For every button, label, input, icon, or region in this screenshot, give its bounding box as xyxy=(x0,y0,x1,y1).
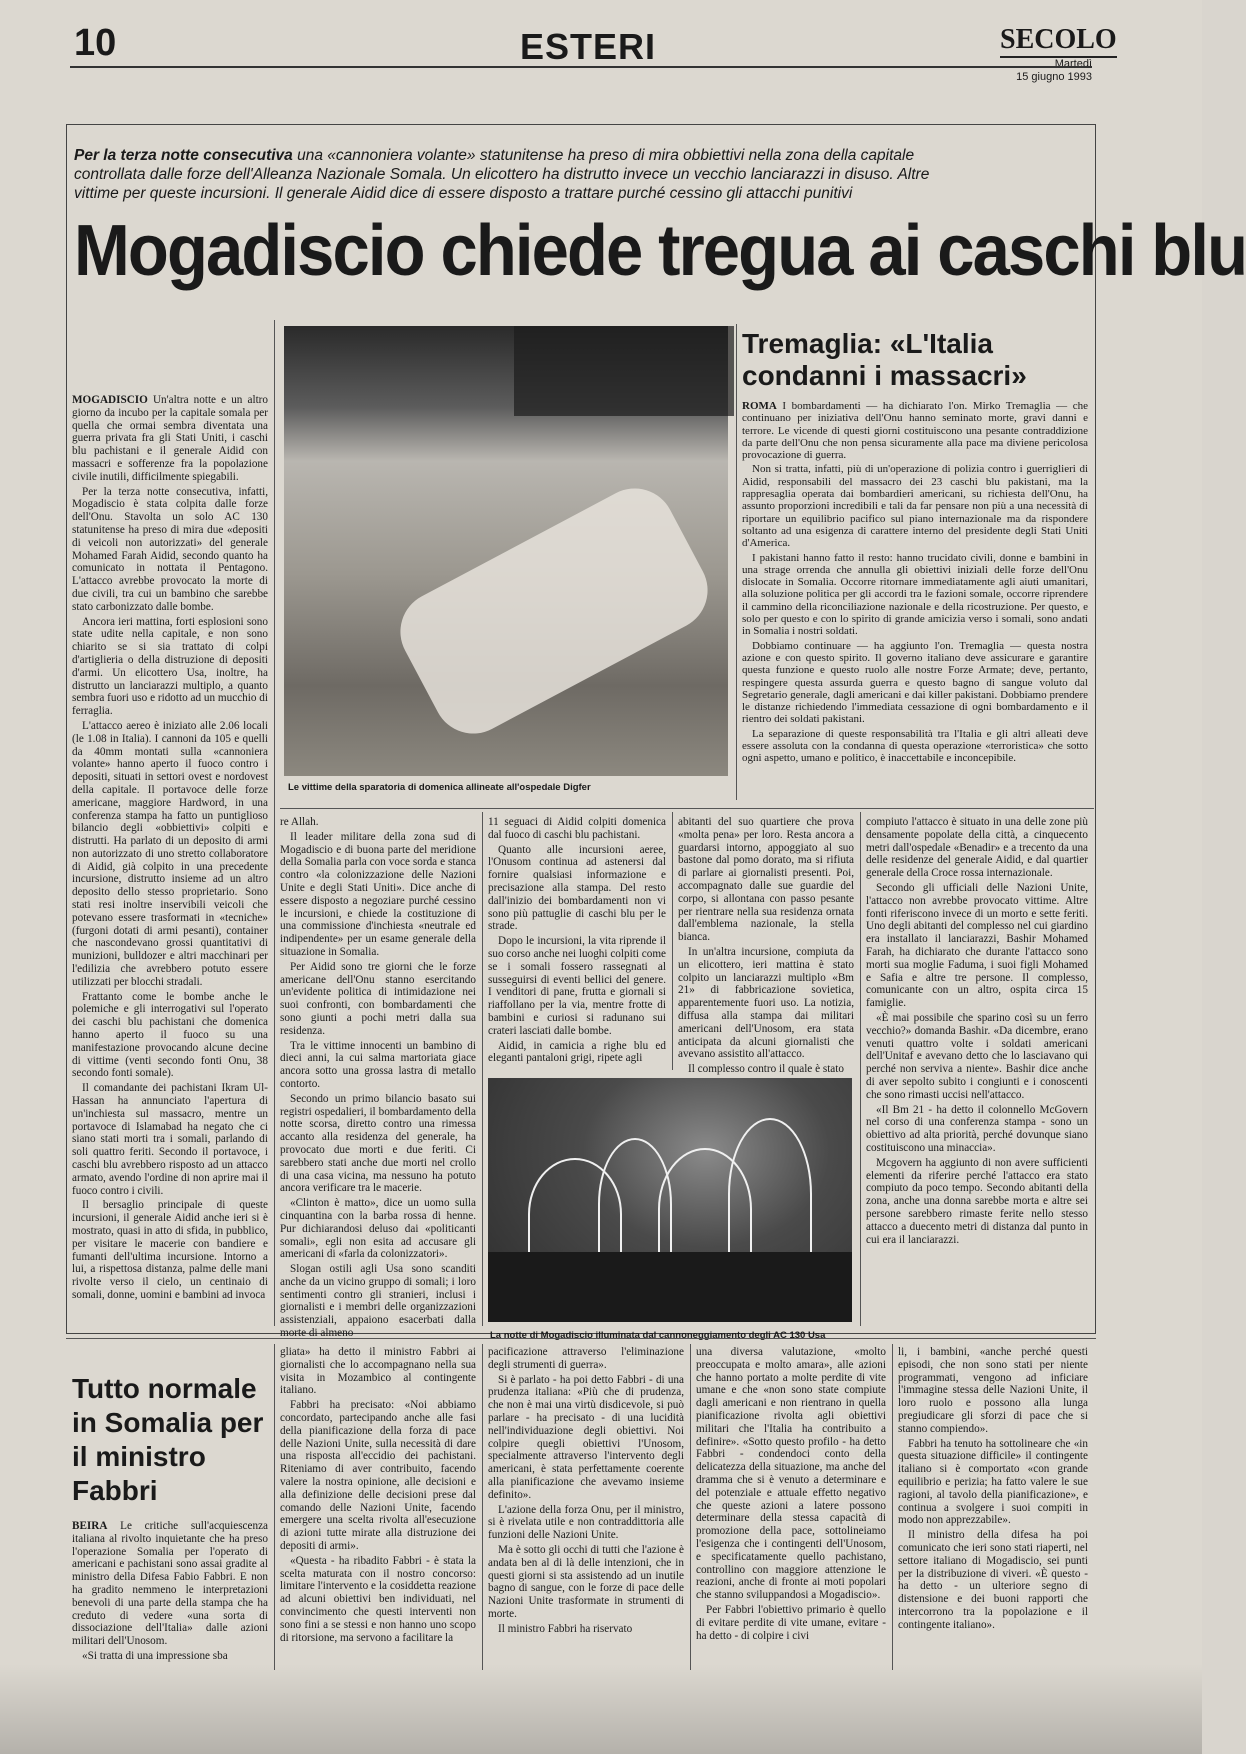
paragraph: Il comandante dei pachistani Ikram Ul-Hassan ha annunciato l'apertura di un'inchiesta sul massacro, mentre un portavoce di Islamabad ha negato che ci siano stati morti tra i somali, parlando di soli quattro feriti. Secondo il portavoce, i caschi blu avrebbero risposto ad un attacco armato, avendo l'ordine di non aprire mai il fuoco contro i civili. xyxy=(72,1082,268,1197)
bottom-dateline: BEIRA xyxy=(72,1520,108,1532)
paragraph-text: I bombardamenti — ha dichiarato l'on. Mirko Tremaglia — che continuano per iniziativa dell'Onu hanno seminato morte, gravi danni e terrore. Le vicende di questi giorni costituiscono una pesante contraddizione da parte dell'Onu che non pensa sicuramente alla pace ma diviene pericolosa provocazione di guerra. xyxy=(742,400,1088,462)
paragraph: Il bersaglio principale di queste incursioni, il generale Aidid anche ieri si è mostrato, quasi in atto di sfida, in pubblico, per visitare le macerie con bandiere e fumanti dell'ultima incursione. Intorno a lui, a rispettosa distanza, palme delle mani rivolte verso il cielo, un centinaio di somali, donne, uomini e bambini ad invoca xyxy=(72,1199,268,1301)
paragraph: Non si tratta, infatti, più di un'operazione di polizia contro i guerriglieri di Aidid, responsabili del massacro dei 23 caschi blu pakistani, ma la rappresaglia operata dai bombardieri americani, su richiesta dell'Onu, ha assunto proporzioni incredibili e tali da far pensare non più a una necessità di riportare un equilibrio pacifico sul piano internazionale ma da rispondere soltanto ad una esigenza di carattere interno del presidente degli Stati Uniti d'America. xyxy=(742,463,1088,550)
column-rule xyxy=(892,1344,893,1670)
paragraph: Ma è sotto gli occhi di tutti che l'azione è andata ben al di là delle intenzioni, che in questi giorni si sta assistendo ad un inutile bagno di sangue, con le forze di pace delle Nazioni Unite trasformate in strumenti di morte. xyxy=(488,1543,684,1620)
bottom-column-2 xyxy=(280,1346,476,1670)
paragraph: Frattanto come le bombe anche le polemiche e gli interrogativi sul l'operato dei caschi blu pachistani che domenica hanno aperto il fuoco su una manifestazione provocando alcune decine di vittime (venti secondo fonti Onu, 38 secondo fonti somale). xyxy=(72,990,268,1080)
paragraph: compiuto l'attacco è situato in una delle zone più densamente popolate della città, a cinquecento metri dall'ospedale «Benadir» e a trecento da una delle residenze del generale Aidid, e dal quartier generale della Croce rossa internazionale. xyxy=(866,816,1088,880)
paragraph: pacificazione attraverso l'eliminazione degli strumenti di guerra». xyxy=(488,1346,684,1371)
paragraph: L'azione della forza Onu, per il ministro, si è rivelata utile e non contraddittoria alle funzioni delle Nazioni Unite. xyxy=(488,1503,684,1542)
section-title: ESTERI xyxy=(520,26,657,67)
paragraph: L'attacco aereo è iniziato alle 2.06 locali (le 1.08 in Italia). I cannoni da 105 e quelli da 40mm montati sulla «cannoniera volante» hanno aperto il fuoco contro i depositi, situati in settori ovest e nordovest della capitale. Il portavoce delle forze americane, maggiore Hardword, in una conferenza stampa ha fatto un puntiglioso bilancio degli «obbiettivi» colpiti e distrutti. Ha parlato di un deposito di armi non autorizzato di uno stretto collaboratore di Aidid, già colpito in una precedente incursione, distrutto insieme ad un altro deposito dello stesso proprietario. Sono stati resi inoltre inservibili veicoli che potevano essere trasformati in «tecniche» (furgoni dotati di armi pesanti), container che nascondevano grossi quantitativi di munizioni, bulldozer e altri macchinari per l'edilizia che avrebbero potuto essere utilizzati per blocchi stradali. xyxy=(72,719,268,988)
paragraph: «Clinton è matto», dice un uomo sulla cinquantina con la barba rossa di henne. Pur dichiarandosi deluso dai «politicanti somali», egli non esita ad accusare gli americani di «farla da colonizzatori». xyxy=(280,1197,476,1261)
bottom-article-rule xyxy=(66,1338,1096,1339)
bottom-headline: Tutto normale in Somalia per il ministro Fabbri xyxy=(72,1373,264,1506)
bottom-column-3 xyxy=(488,1346,684,1670)
paragraph: «Si tratta di una impressione sba xyxy=(82,1649,228,1662)
issue-date xyxy=(1016,58,1092,84)
column-rule xyxy=(482,812,483,1326)
paragraph xyxy=(72,1520,268,1648)
main-column-5 xyxy=(866,816,1088,1326)
paragraph xyxy=(72,394,268,484)
paragraph: gliata» ha detto il ministro Fabbri ai giornalisti che lo accompagnano nella sua visita in Mozambico al contingente italiano. xyxy=(280,1346,476,1397)
column-rule xyxy=(274,320,275,1326)
sidebar-rule xyxy=(736,324,737,800)
paragraph: La separazione di queste responsabilità tra l'Italia e gli altri alleati deve essere assoluta con la condanna di questa operazione «terroristica» che sotto ogni aspetto, umano e politico, è inaccettabile e inconcepibile. xyxy=(742,727,1088,765)
paragraph: I pakistani hanno fatto il resto: hanno trucidato civili, donne e bambini in una strage orrenda che annulla gli obiettivi iniziali delle forze dell'Onu dislocate in Somalia. Occorre ritornare immediatamente agli aiuti umanitari, alla soluzione politica per gli accordi tra le fazioni somale, occorre riprendere il cammino della riconciliazione nazionale e della ricostruzione. Per questo, e solo per questo e con lo spirito di grande amicizia verso i somali, sono andati in Somalia i nostri soldati. xyxy=(742,551,1088,638)
main-column-3 xyxy=(488,816,666,1070)
photo2-caption: La notte di Mogadiscio illuminata dal cannoneggiamento degli AC 130 Usa xyxy=(490,1330,826,1341)
paragraph xyxy=(742,400,1088,461)
page-bottom-shadow xyxy=(0,1664,1202,1754)
header-rule xyxy=(70,66,1092,68)
paragraph: Il complesso contro il quale è stato xyxy=(688,1063,844,1076)
paragraph: Dobbiamo continuare — ha aggiunto l'on. Tremaglia — questa nostra azione e con questo spirito. Il governo italiano deve assicurare e garantire questa funzione e questo ruolo alle nostre Forze Armate; deve, pertanto, respingere questa assurda guerra e questo bagno di sangue voluto dal Segretario generale, dagli americani e dai killer pakistani. Dobbiamo prendere le distanze richiedendo l'immediata cessazione di ogni bombardamento e il rientro dei soldati pakistani. xyxy=(742,639,1088,726)
issue-date-value: 15 giugno 1993 xyxy=(1016,71,1092,83)
victims-photo xyxy=(284,326,728,776)
paragraph: Per la terza notte consecutiva, infatti, Mogadiscio è stata colpita dalle forze dell'Onu. Stavolta un solo AC 130 statunitense ha preso di mira due «depositi di veicoli non autorizzati» del generale Mohamed Farah Aidid, secondo quanto ha comunicato in nottata il Pentagono. L'attacco avrebbe provocato la morte di due civili, tra cui un bambino che sarebbe stato carbonizzato dalle bombe. xyxy=(72,485,268,613)
paragraph: Quanto alle incursioni aeree, l'Onusom continua ad astenersi dal fornire qualsiasi informazione e precisazione alla stampa. Del resto dall'inizio dei bombardamenti non vi sono più pattuglie di caschi blu per le strade. xyxy=(488,843,666,933)
masthead: SECOLO xyxy=(1000,24,1117,58)
paragraph: «È mai possibile che sparino così su un ferro vecchio?» domanda Bashir. «Da dicembre, erano venuti quattro volte i soldati americani dell'Unitaf e avevano detto che lo lasciavano qui perché non serviva a niente». Bashir dice anche di aver sepolto subito i congiunti e i conoscenti che sono rimasti uccisi nell'attacco. xyxy=(866,1011,1088,1101)
paragraph: Il leader militare della zona sud di Mogadiscio e di buona parte del meridione della Somalia parla con voce sorda e stanca contro «la colonizzazione delle Nazioni Unite e degli Stati Uniti». Dice anche di essere disposto a negoziare purché cessino le incursioni, e chiede la costituzione di una commissione d'inchiesta «neutrale ed indipendente» per un esame generale della situazione in Somalia. xyxy=(280,830,476,958)
paragraph: Dopo le incursioni, la vita riprende il suo corso anche nei luoghi colpiti come se i somali fossero rassegnati al susseguirsi di eventi bellici del genere. I venditori di pane, frutta e giornali si riaffollano per la via, mentre frotte di bambini e curiosi si radunano sui crateri lasciati dalle bombe. xyxy=(488,935,666,1037)
paragraph: Il ministro Fabbri ha riservato xyxy=(498,1622,633,1635)
main-column-1 xyxy=(72,394,268,1326)
paragraph: «Il Bm 21 - ha detto il colonnello McGovern nel corso di una conferenza stampa - sono un obiettivo ad alta priorità, perché dovunque siano costituiscono una minaccia». xyxy=(866,1103,1088,1154)
page-number: 10 xyxy=(74,22,117,64)
paragraph: Per Aidid sono tre giorni che le forze americane dell'Onu stanno esercitando un'evidente politica di intimidazione nei suoi confronti, con bombardamenti che sono giunti a pochi metri dalla sua residenza. xyxy=(280,960,476,1037)
photo1-caption: Le vittime della sparatoria di domenica allineate all'ospedale Digfer xyxy=(288,782,591,793)
column-rule xyxy=(860,812,861,1326)
paragraph: Secondo gli ufficiali delle Nazioni Unite, l'attacco non avrebbe provocato vittime. Altre fonti riferiscono invece di un morto e sette feriti. Uno degli abitanti del complesso nel cui giardino era installato il lanciarazzi, Bashir Mohamed Farah, ha dichiarato che durante l'attacco sono morti sua moglie Faduma, i suoi figli Mohamed e Safia e altre tre persone. Il complesso, comunicante con un altro, ospita circa 15 famiglie. xyxy=(866,881,1088,1010)
column-rule xyxy=(274,1344,275,1670)
photo-rule xyxy=(280,808,1094,809)
tracer-arc xyxy=(728,1118,812,1270)
kicker xyxy=(74,146,974,203)
paragraph: «Questa - ha ribadito Fabbri - è stata la scelta maturata con il nostro concorso: limitare l'intervento e la cosiddetta reazione ad alcuni obiettivi ben individuati, nel convincimento che questi interventi non sono fini a se stessi e non hanno uno scopo di ritorsione, ma servono a facilitare la xyxy=(280,1554,476,1644)
paragraph: Tra le vittime innocenti un bambino di dieci anni, la cui salma martoriata giace ancora sotto una grossa lastra di metallo contorto. xyxy=(280,1039,476,1090)
bottom-column-4 xyxy=(696,1346,886,1670)
photo-ground xyxy=(488,1252,852,1322)
night-bombardment-photo xyxy=(488,1078,852,1322)
main-column-4 xyxy=(678,816,854,1076)
paragraph-text: Le critiche sull'acquiescenza italiana al rivolto inquietante che ha preso l'operazione Somalia per l'operato di americani e pachistani sono assai gradite al ministro della Difesa Fabio Fabbri. E non ha gradito nemmeno le interpretazioni benevoli di una parte della stampa che ha creduto di vedere «una sorta di dissociazione dell'Italia» dalle azioni militari dell'Unosom. xyxy=(72,1520,269,1648)
paragraph: Fabbri ha tenuto ha sottolineare che «in questa situazione difficile» il contingente italiano si è comportato «con grande equilibrio e perizia; ha fatto valere le sue ragioni, al tavolo della pianificazione», e continua a svolgere i suoi compiti in modo non apprezzabile». xyxy=(898,1437,1088,1527)
main-headline: Mogadiscio chiede tregua ai caschi blu xyxy=(74,211,1246,291)
bottom-column-5 xyxy=(898,1346,1088,1670)
column-rule xyxy=(690,1344,691,1670)
photo-shadow xyxy=(514,326,734,416)
main-column-2 xyxy=(280,816,476,1340)
kicker-lead: Per la terza notte consecutiva xyxy=(74,147,293,164)
paragraph: Si è parlato - ha poi detto Fabbri - di una prudenza italiana: «Più che di prudenza, che non è mai una virtù disdicevole, si può parlare - ha precisato - di una lucidità nell'individuazione degli obiettivi. Noi colpire quegli obiettivi l'Unosom, specialmente attraverso l'intervento degli americani, è stata perfettamente coerente alla pianificazione che avevamo insieme definito». xyxy=(488,1373,684,1501)
bottom-column-1 xyxy=(72,1520,268,1670)
paragraph: una diversa valutazione, «molto preoccupata e molto amara», alle azioni che hanno portato a molte perdite di vite umane e che «non sono state compiute dagli americani e non rientrano in quella pianificazione rivolta agli obiettivi militari che l'Italia ha contribuito a definire». «Sotto questo profilo - ha detto Fabbri - condendoci conto della delicatezza della situazione, ma anche del dramma che si è venuto a determinare e del potenziale e attuale effetto negativo che queste azioni a latere possono determinare della stessa capacità di promozione della pace, sottolineiamo l'esigenza che i contingenti dell'Unosom, e specificatamente quello pachistano, controllino con maggiore attenzione le reazioni, anche di fronte ai moti popolari che stanno sviluppandosi a Mogadiscio». xyxy=(696,1346,886,1602)
paragraph: abitanti del suo quartiere che prova «molta pena» per loro. Resta ancora a guardarsi intorno, appoggiato al suo bastone dal pomo dorato, ma si rifiuta di parlare ai giornalisti presenti. Poi, accompagnato dalle sue guardie del corpo, si allontana con passo pesante per rientrare nella sua residenza ornata dall'emblema nazionale, la stella bianca. xyxy=(678,816,854,944)
dateline: MOGADISCIO xyxy=(72,394,148,406)
issue-day: Martedì xyxy=(1054,58,1092,70)
sidebar-headline: Tremaglia: «L'Italia condanni i massacri» xyxy=(742,328,1027,391)
column-rule xyxy=(482,1344,483,1670)
paragraph: li, i bambini, «anche perché questi episodi, che non sono stati per niente programmati, vengono ad inficiare l'immagine stessa delle Nazioni Unite, il loro ruolo e possono alla lunga pregiudicare gli sforzi di pace che si stanno compiendo». xyxy=(898,1346,1088,1435)
paragraph: Ancora ieri mattina, forti esplosioni sono state udite nella capitale, e non sono chiarito se si sia trattato di colpi d'artiglieria o della distruzione di depositi d'armi. Un elicottero Usa, inoltre, ha distrutto un lanciarazzi multiplo, a quanto sembra fuori uso e ridotto ad un mucchio di ferraglia. xyxy=(72,615,268,718)
paragraph: Per Fabbri l'obiettivo primario è quello di evitare perdite di vite umane, evitare - ha detto - di colpire i civi xyxy=(696,1603,886,1642)
paragraph: Il ministro della difesa ha poi comunicato che ieri sono stati riaperti, nel settore italiano di Mogadiscio, sei punti per la distribuzione di viveri. «È questo - ha detto - un ulteriore segno di distensione e dei buoni rapporti che intercorrono tra la popolazione e il contingente italiano». xyxy=(898,1529,1088,1631)
kicker-text: una «cannoniera volante» statunitense ha preso di mira obbiettivi nella zona della capitale controllata dalle forze dell'Alleanza Nazionale Somala. Un elicottero ha distrutto invece un vecchio lanciarazzi in disuso. Altre vittime per queste incursioni. Il generale Aidid dice di essere disposto a trattare purché cessino gli attacchi punitivi xyxy=(74,147,930,202)
paragraph-text: Un'altra notte e un altro giorno da incubo per la capitale somala per quella che ormai sembra diventata una guerra privata fra gli Stati Uniti, i caschi blu pachistani e il generale Aidid con massacri e sofferenze fra la popolazione civile inutili, difficilmente spiegabili. xyxy=(72,394,269,483)
paragraph: Aidid, in camicia a righe blu ed eleganti pantaloni grigi, ripete agli xyxy=(488,1039,666,1065)
paragraph: re Allah. xyxy=(280,816,319,828)
paragraph: Fabbri ha precisato: «Noi abbiamo concordato, partecipando anche alle fasi della pianificazione della forza di pace delle Nazioni Unite, sulla necessità di dare una risposta all'eccidio dei pachistani. Riteniamo di aver contribuito, facendo valere la nostra opinione, alle decisioni e alla definizione delle decisioni prese dal comando delle Nazioni Unite, facendo emergere una scelta rivolta all'esecuzione di azioni tutte mirate alla distruzione dei depositi di armi». xyxy=(280,1399,476,1552)
paragraph: Mcgovern ha aggiunto di non avere sufficienti elementi da riferire perché l'attacco era stato compiuto da poco tempo. Secondo abitanti della zona, anche una donna sarebbe morta e altre sei persone sarebbero rimaste ferite nello stesso attacco a duecento metri di distanza dal punto in cui era il lanciarazzi. xyxy=(866,1156,1088,1246)
sidebar-dateline: ROMA xyxy=(742,400,777,412)
paragraph: Slogan ostili agli Usa sono scanditi anche da un vicino gruppo di somali; i loro sentimenti contro gli stranieri, inclusi i giornalisti e i membri delle organizzazioni assistenziali, appaiono esacerbati dalla morte di almeno xyxy=(280,1263,476,1340)
paragraph: 11 seguaci di Aidid colpiti domenica dal fuoco di caschi blu pachistani. xyxy=(488,816,666,841)
column-rule xyxy=(672,812,673,1070)
paragraph: Secondo un primo bilancio basato sui registri ospedalieri, il bombardamento della notte scorsa, diretto contro una rimessa accanto alla residenza del generale, ha provocato due morti e due feriti. Ci sarebbero stati anche due morti nel crollo di una casa vicina, ma nessuno ha potuto ancora verificare tra le macerie. xyxy=(280,1092,476,1195)
photo-figure xyxy=(386,474,721,747)
sidebar-text xyxy=(742,400,1088,790)
paragraph: In un'altra incursione, compiuta da un elicottero, ieri mattina è stato colpito un lanciarazzi multiplo «Bm 21» di fabbricazione sovietica, apparentemente fuori uso. La notizia, diffusa alla stampa dai militari americani dell'Unosom, era stata anticipata da alcuni giornalisti che avevano assistito all'attacco. xyxy=(678,945,854,1061)
